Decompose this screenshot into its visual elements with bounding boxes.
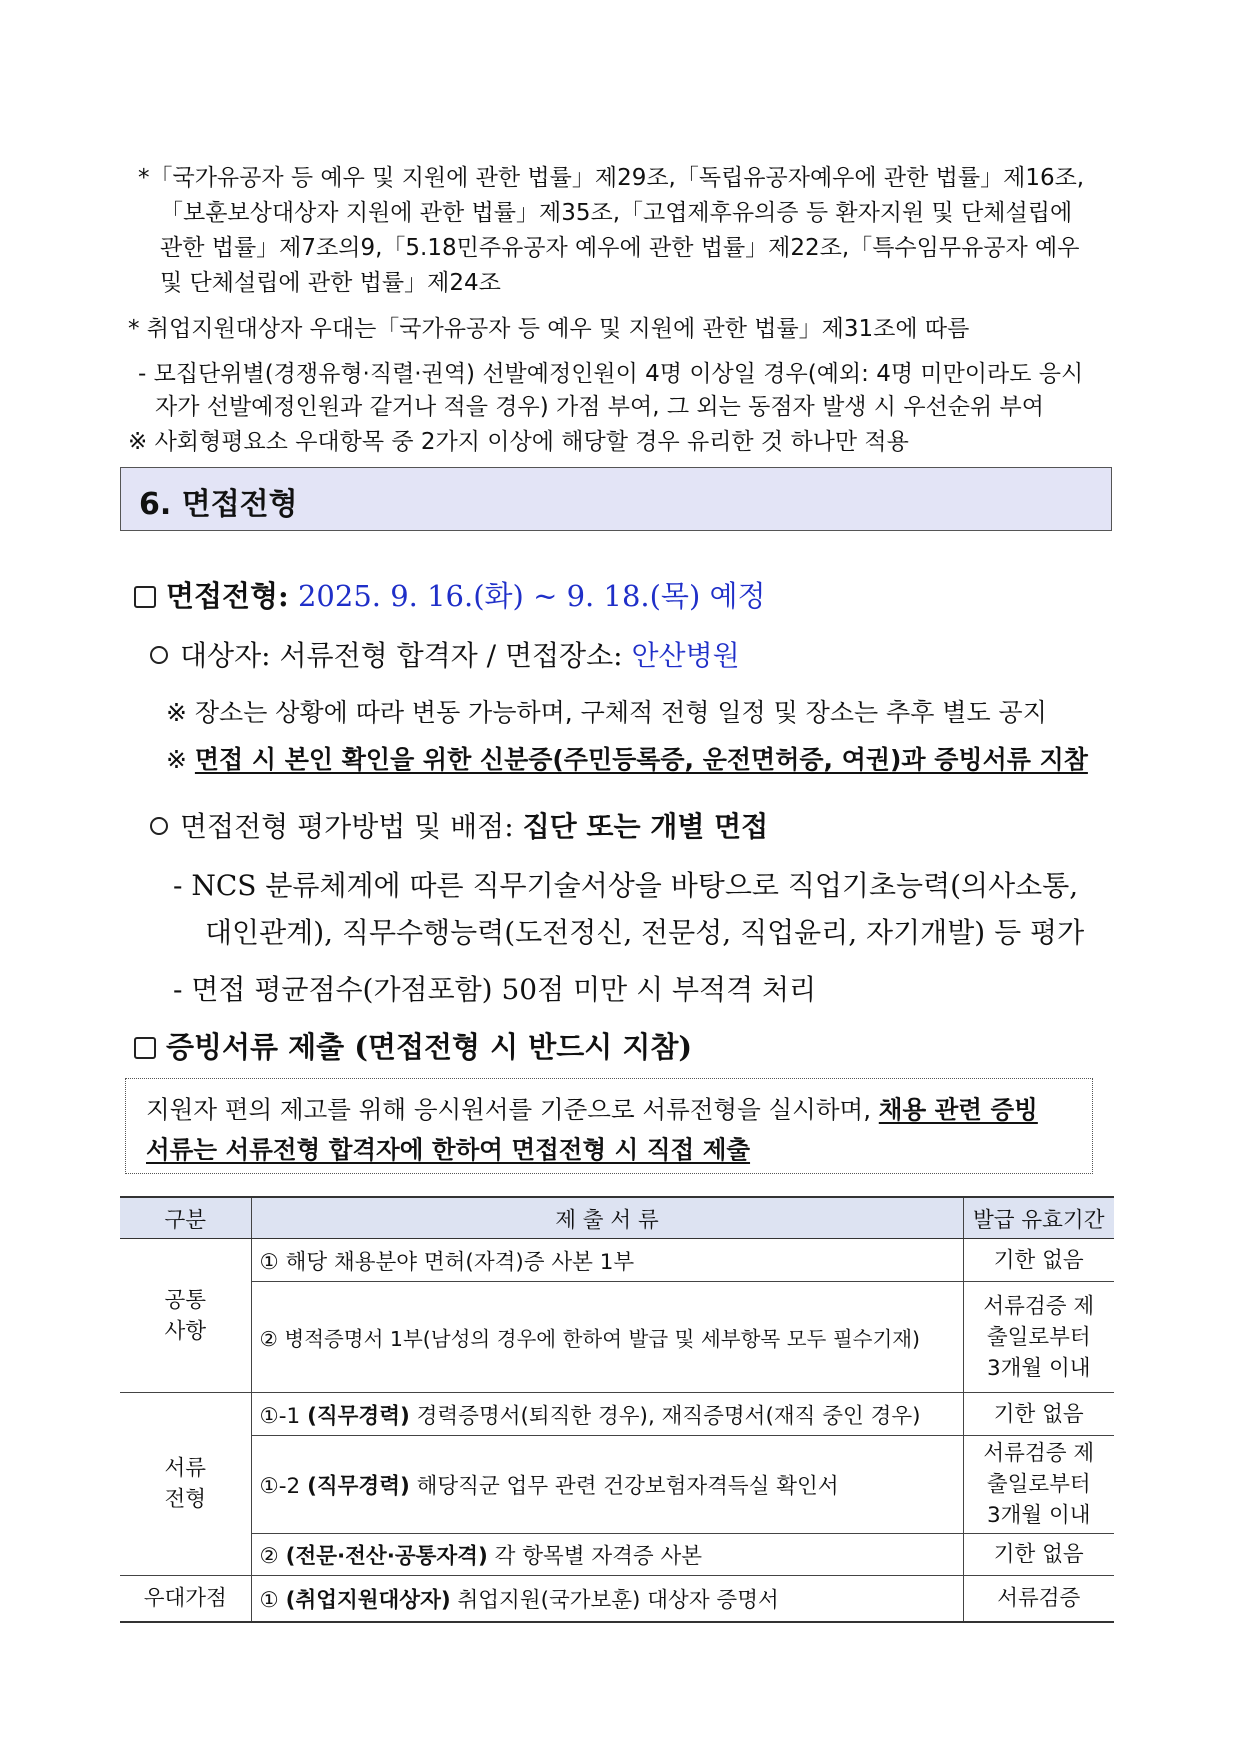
recruit-unit-line-2: 자가 선발예정인원과 같거나 적을 경우) 가점 부여, 그 외는 동점자 발생 시 우선순위 부여 [155, 394, 1044, 420]
doc-cell: ② (전문·전산·공통자격) 각 항목별 자격증 사본 [251, 1534, 963, 1576]
box-text-plain: 지원자 편의 제고를 위해 응시원서를 기준으로 서류전형을 실시하며, [146, 1095, 871, 1124]
law-ref-line-2: 「보훈보상대상자 지원에 관한 법률」제35조,「고엽제후유의증 등 환자지원 및 단체설립에 [160, 200, 1073, 226]
validity-cell: 서류검증 [963, 1576, 1114, 1622]
table-row [120, 1393, 1114, 1436]
section-title: 6. 면접전형 [139, 487, 298, 522]
header-documents: 제 출 서 류 [251, 1197, 963, 1239]
checkbox-square-icon [134, 1037, 156, 1059]
interview-date: 2025. 9. 16.(화) ~ 9. 18.(목) 예정 [297, 579, 766, 613]
group-common: 공통 사항 [120, 1239, 251, 1393]
target-label: 대상자: 서류전형 합격자 / 면접장소: [180, 639, 623, 672]
interview-label: 면접전형: [166, 579, 289, 613]
law-ref-line-3: 관한 법률」제7조의9,「5.18민주유공자 예우에 관한 법률」제22조,「특수임무유공자 예우 [160, 235, 1080, 261]
box-text-bold-1: 채용 관련 증빙 [878, 1095, 1038, 1124]
ncs-line-1: - NCS 분류체계에 따른 직무기술서상을 바탕으로 직업기초능력(의사소통, [173, 869, 1079, 902]
docs-title-text: 증빙서류 제출 (면접전형 시 반드시 지참) [166, 1030, 693, 1064]
doc-cell: ① (취업지원대상자) 취업지원(국가보훈) 대상자 증명서 [251, 1576, 963, 1622]
documents-table [120, 1196, 1114, 1623]
id-document-note [166, 740, 1088, 776]
id-document-note-text: 면접 시 본인 확인을 위한 신분증(주민등록증, 운전면허증, 여권)과 증빙서류 지참 [194, 745, 1088, 774]
box-text-bold-2: 서류는 서류전형 합격자에 한하여 면접전형 시 직접 제출 [146, 1135, 751, 1164]
group-docs: 서류 전형 [120, 1393, 251, 1576]
header-validity: 발급 유효기간 [963, 1197, 1114, 1239]
evaluation-method [150, 805, 768, 845]
table-row [120, 1534, 1114, 1576]
group-bonus: 우대가점 [120, 1576, 251, 1622]
doc-cell: ① 해당 채용분야 면허(자격)증 사본 1부 [251, 1239, 963, 1282]
circle-bullet-icon [150, 817, 168, 835]
method-value: 집단 또는 개별 면접 [522, 810, 769, 843]
location-change-note: ※ 장소는 상황에 따라 변동 가능하며, 구체적 전형 일정 및 장소는 추후 별도 공지 [166, 698, 1047, 727]
interview-target [150, 634, 740, 674]
header-category: 구분 [120, 1197, 251, 1239]
score-line: - 면접 평균점수(가점포함) 50점 미만 시 부적격 처리 [173, 973, 817, 1006]
doc-cell: ② 병적증명서 1부(남성의 경우에 한하여 발급 및 세부항목 모두 필수기재) [251, 1282, 963, 1393]
checkbox-square-icon [134, 586, 156, 608]
note-mark: ※ [166, 745, 187, 774]
circle-bullet-icon [150, 646, 168, 664]
table-row [120, 1576, 1114, 1622]
section-header [120, 467, 1112, 531]
docs-notice-box [125, 1078, 1093, 1174]
doc-cell: ①-1 (직무경력) 경력증명서(퇴직한 경우), 재직증명서(재직 중인 경우) [251, 1393, 963, 1436]
validity-cell: 서류검증 제출일로부터 3개월 이내 [963, 1282, 1114, 1393]
doc-cell: ①-2 (직무경력) 해당직군 업무 관련 건강보험자격득실 확인서 [251, 1436, 963, 1534]
validity-cell: 기한 없음 [963, 1534, 1114, 1576]
method-label: 면접전형 평가방법 및 배점: [180, 810, 514, 843]
interview-location: 안산병원 [631, 639, 740, 672]
interview-schedule [134, 574, 766, 615]
validity-cell: 기한 없음 [963, 1393, 1114, 1436]
law-ref-line-4: 및 단체설립에 관한 법률」제24조 [160, 270, 501, 296]
social-equity-note: ※ 사회형평요소 우대항목 중 2가지 이상에 해당할 경우 유리한 것 하나만 적용 [128, 429, 909, 455]
table-row [120, 1436, 1114, 1534]
table-row [120, 1239, 1114, 1282]
law-ref-line-1: *「국가유공자 등 예우 및 지원에 관한 법률」제29조,「독립유공자예우에 관한 법률」제16조, [138, 165, 1085, 191]
ncs-line-2: 대인관계), 직무수행능력(도전정신, 전문성, 직업윤리, 자기개발) 등 평가 [205, 916, 1085, 949]
employment-support-note: * 취업지원대상자 우대는「국가유공자 등 예우 및 지원에 관한 법률」제31조에 따름 [128, 316, 970, 342]
validity-cell: 서류검증 제출일로부터 3개월 이내 [963, 1436, 1114, 1534]
docs-section-title [134, 1025, 692, 1066]
table-row [120, 1282, 1114, 1393]
recruit-unit-line-1: - 모집단위별(경쟁유형·직렬·권역) 선발예정인원이 4명 이상일 경우(예외: 4명 미만이라도 응시 [138, 361, 1084, 387]
box-line-1 [146, 1091, 1038, 1126]
table-header-row [120, 1197, 1114, 1239]
validity-cell: 기한 없음 [963, 1239, 1114, 1282]
